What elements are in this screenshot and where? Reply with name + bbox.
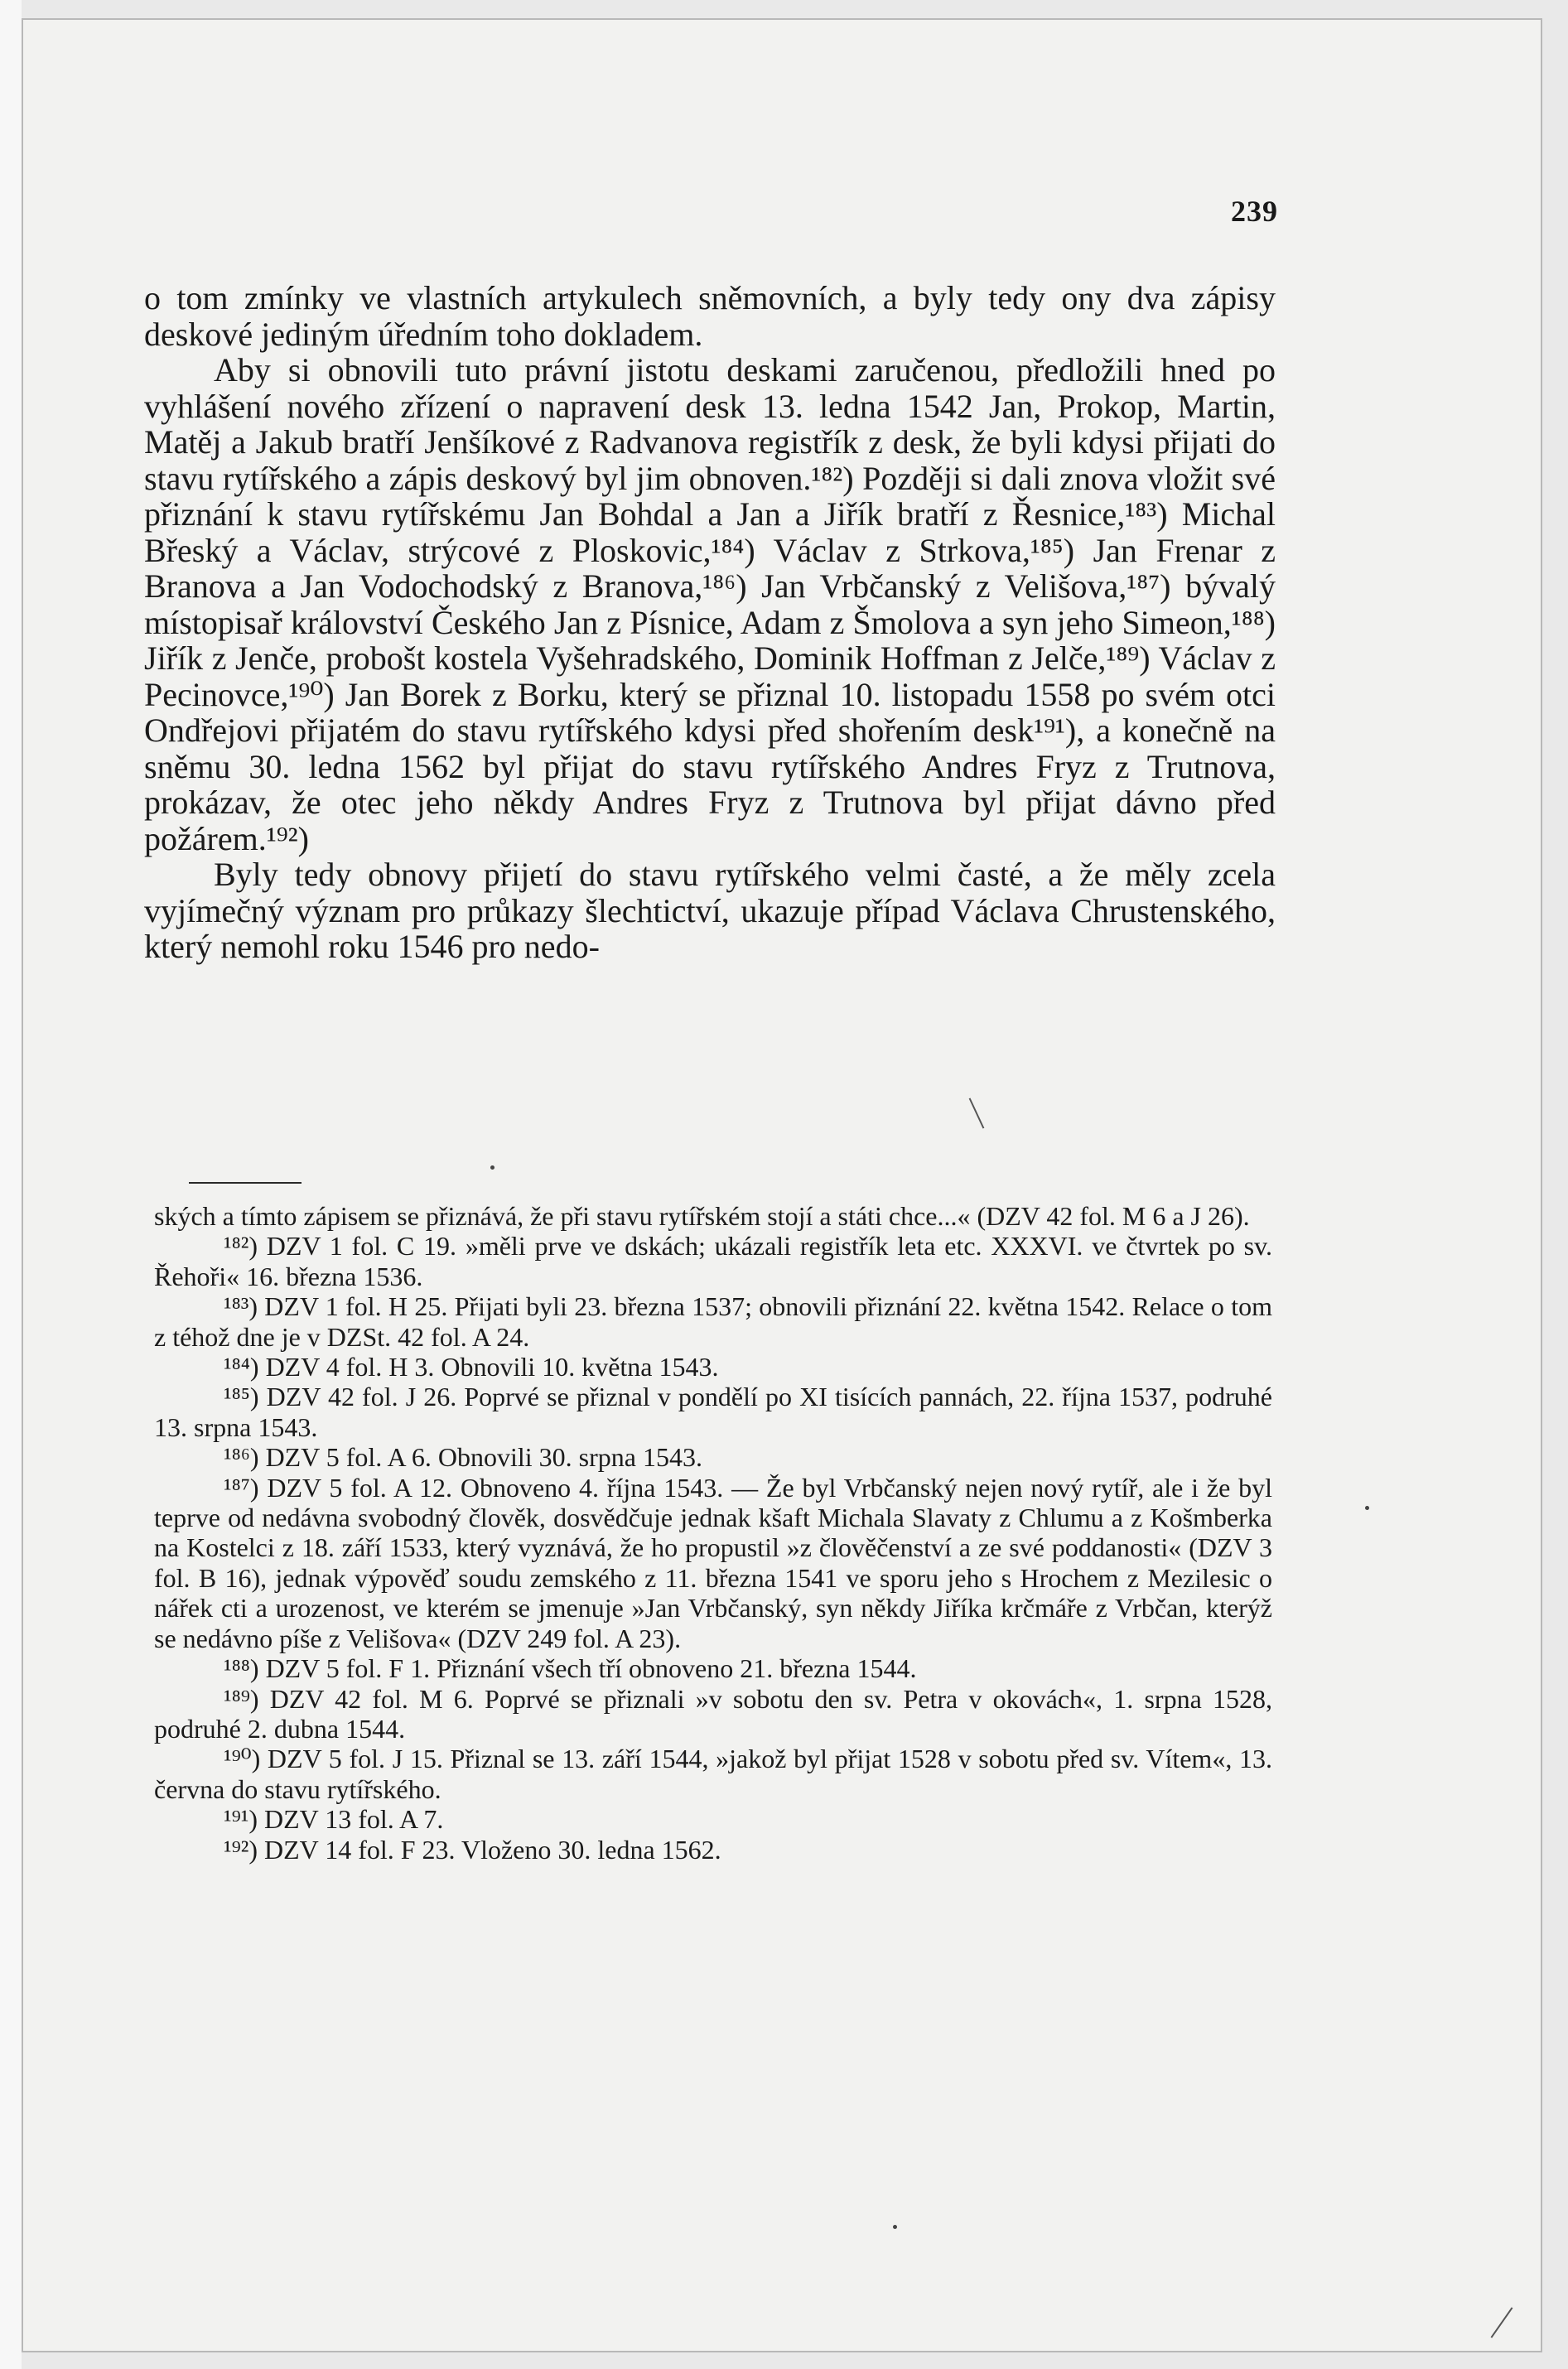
footnote-183: ¹⁸³) DZV 1 fol. H 25. Přijati byli 23. března 1537; obnovili přiznání 22. května 1542. Relace o tom z téhož dne je v DZSt. 42 fol. A 24.: [154, 1291, 1272, 1352]
body-paragraph-1: o tom zmínky ve vlastních artykulech sněmovních, a byly tedy ony dva zápisy deskové jediným úředním toho dokladem.: [144, 279, 1276, 353]
scan-speck: [490, 1165, 495, 1170]
body-paragraph-2: Aby si obnovili tuto právní jistotu deskami zaručenou, předložili hned po vyhlášení nového zřízení o napravení desk 13. ledna 1542 Jan, Prokop, Martin, Matěj a Jakub bratří Jenšíkové z Radvanova registřík z desk, že byli kdysi přijati do stavu rytířského a zápis deskový byl jim obnoven.¹⁸²) Později si dali znova vložit své přiznání k stavu rytířskému Jan Bohdal a Jan a Jiřík bratří z Řesnice,¹⁸³) Michal Břeský a Václav, strýcové z Ploskovic,¹⁸⁴) Václav z Strkova,¹⁸⁵) Jan Frenar z Branova a Jan Vodochodský z Branova,¹⁸⁶) Jan Vrbčanský z Velišova,¹⁸⁷) bývalý místopisař království Českého Jan z Písnice, Adam z Šmolova a syn jeho Simeon,¹⁸⁸) Jiřík z Jenče, probošt kostela Vyšehradského, Dominik Hoffman z Jelče,¹⁸⁹) Václav z Pecinovce,¹⁹⁰) Jan Borek z Borku, který se přiznal 10. listopadu 1558 po svém otci Ondřejovi přijatém do stavu rytířského kdysi před shořením desk¹⁹¹), a konečně na sněmu 30. ledna 1562 byl přijat do stavu rytířského Andres Fryz z Trutnova, prokázav, že otec jeho někdy Andres Fryz z Trutnova byl přijat dávno před požárem.¹⁹²): [144, 351, 1276, 857]
footnote-192: ¹⁹²) DZV 14 fol. F 23. Vloženo 30. ledna 1562.: [224, 1834, 721, 1865]
footnote-185: ¹⁸⁵) DZV 42 fol. J 26. Poprvé se přiznal v pondělí po XI tisících pannách, 22. října 1537, podruhé 13. srpna 1543.: [154, 1382, 1272, 1442]
footnote-187: ¹⁸⁷) DZV 5 fol. A 12. Obnoveno 4. října 1543. — Že byl Vrbčanský nejen nový rytíř, ale i že byl teprve od nedávna svobodný člověk, dosvědčuje jednak kšaft Michala Slavaty z Chlumu a z Košmberka na Kostelci z 18. září 1533, který vyznává, že ho propustil »z člověčenství a ze své poddanosti« (DZV 3 fol. B 16), jednak výpověď soudu zemského z 11. března 1541 ve sporu jeho s Hrochem z Mezilesic o nářek cti a urozenost, ve kterém se jmenuje »Jan Vrbčanský, syn někdy Jiříka krčmáře z Vrbčan, kterýž se nedávno píše z Velišova« (DZV 249 fol. A 23).: [154, 1472, 1272, 1653]
footnote-separator: [189, 1182, 302, 1184]
scan-speck: [893, 2225, 897, 2229]
scan-speck: [1365, 1506, 1369, 1510]
footnote-190: ¹⁹⁰) DZV 5 fol. J 15. Přiznal se 13. září 1544, »jakož byl přijat 1528 v sobotu před sv. Vítem«, 13. června do stavu rytířského.: [154, 1744, 1272, 1804]
footnote-191: ¹⁹¹) DZV 13 fol. A 7.: [224, 1804, 444, 1835]
footnotes: [154, 1201, 1272, 1865]
body-paragraph-3: Byly tedy obnovy přijetí do stavu rytířského velmi časté, a že měly zcela vyjímečný význam pro průkazy šlechtictví, ukazuje případ Václava Chrustenského, který nemohl roku 1546 pro nedo-: [144, 856, 1276, 965]
body-text: [144, 280, 1276, 965]
footnote-189: ¹⁸⁹) DZV 42 fol. M 6. Poprvé se přiznali »v sobotu den sv. Petra v okovách«, 1. srpna 1528, podruhé 2. dubna 1544.: [154, 1683, 1272, 1744]
scan-margin: [0, 0, 22, 2369]
footnote-182: ¹⁸²) DZV 1 fol. C 19. »měli prve ve dskách; ukázali registřík leta etc. XXXVI. ve čtvrtek po sv. Řehoři« 16. března 1536.: [154, 1231, 1272, 1291]
footnote-continuation: ských a tímto zápisem se přiznává, že při stavu rytířském stojí a státi chce...« (DZV 42 fol. M 6 a J 26).: [154, 1201, 1250, 1231]
footnote-186: ¹⁸⁶) DZV 5 fol. A 6. Obnovili 30. srpna 1543.: [224, 1442, 702, 1473]
footnote-188: ¹⁸⁸) DZV 5 fol. F 1. Přiznání všech tří obnoveno 21. března 1544.: [224, 1653, 917, 1684]
page-number: 239: [1231, 195, 1278, 228]
footnote-184: ¹⁸⁴) DZV 4 fol. H 3. Obnovili 10. května 1543.: [224, 1352, 719, 1382]
